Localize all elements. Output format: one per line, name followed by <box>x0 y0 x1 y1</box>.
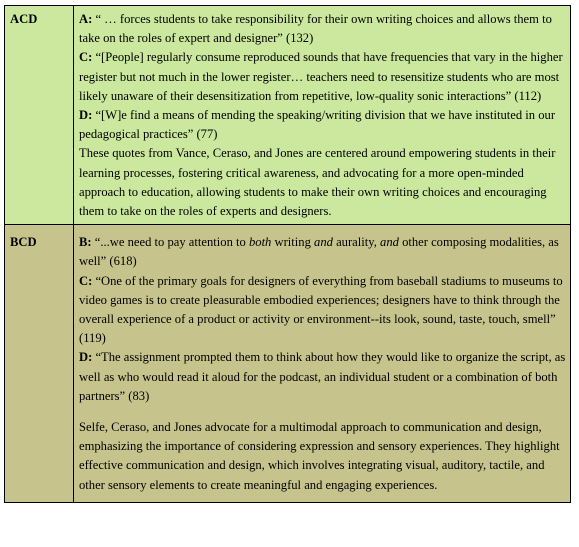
speaker-label: C: <box>79 50 93 65</box>
summary-paragraph: These quotes from Vance, Ceraso, and Jones are centered around empowering students in their learning processes, fostering critical awareness, and advocating for a more open-minded approach to education, allowing students to make their own writing choices and encouraging them to take on the roles of experts and designers. <box>79 146 556 219</box>
quote-text: “[People] regularly consume reproduced sounds that have frequencies that vary in the higher register but not much in the lower register… teachers need to resensitize students who are most likely unaware of their desensitization from repetitive, low-quality sonic interactions” (112) <box>79 50 563 103</box>
row-content-acd <box>74 6 571 225</box>
quote-text: aurality, <box>332 235 381 250</box>
quote-text: “[W]e find a means of mending the speaking/writing division that we have instituted in our pedagogical practices” (77) <box>79 108 556 142</box>
row-content-bcd <box>74 225 571 503</box>
speaker-label: D: <box>79 108 93 123</box>
emphasis-text: and <box>314 235 333 250</box>
quote-a <box>79 10 566 48</box>
emphasis-text: both <box>248 235 272 250</box>
quote-d <box>79 348 566 406</box>
table-row-acd <box>5 6 571 225</box>
quotes-table <box>4 5 571 503</box>
quote-c <box>79 48 566 106</box>
quote-text: writing <box>271 235 315 250</box>
summary-paragraph: Selfe, Ceraso, and Jones advocate for a multimodal approach to communication and design, emphasizing the importance of considering expression and sensory experiences. They highlight effective communication and design, which involves integrating visual, auditory, tactile, and other sensory elements to create meaningful and engaging experiences. <box>79 420 560 492</box>
quote-b <box>79 233 566 271</box>
speaker-label: B: <box>79 235 92 250</box>
row-label-acd: ACD <box>5 6 74 225</box>
speaker-label: A: <box>79 12 93 26</box>
quote-d <box>79 106 566 144</box>
quote-c <box>79 272 566 349</box>
row-label-bcd: BCD <box>5 225 74 503</box>
emphasis-text: and <box>380 235 399 250</box>
quote-text: “The assignment prompted them to think about how they would like to organize the script, as well as who would read it aloud for the podcast, an individual student or a combination of both partners” (83) <box>79 350 566 403</box>
quote-text: “ … forces students to take responsibility for their own writing choices and allows them to take on the roles of expert and designer” (132) <box>79 12 552 46</box>
quote-text: “One of the primary goals for designers of everything from baseball stadiums to museums to video games is to create pleasurable embodied experiences; designers have to think through the overall experience of a product or activity or environment--its look, sound, taste, touch, smell” (119) <box>79 273 563 346</box>
speaker-label: C: <box>79 273 93 288</box>
quote-text: other composing modalities, as well” (618) <box>79 235 559 269</box>
quote-text: “...we need to pay attention to <box>91 235 249 250</box>
table-row-bcd <box>5 225 571 503</box>
speaker-label: D: <box>79 350 93 365</box>
